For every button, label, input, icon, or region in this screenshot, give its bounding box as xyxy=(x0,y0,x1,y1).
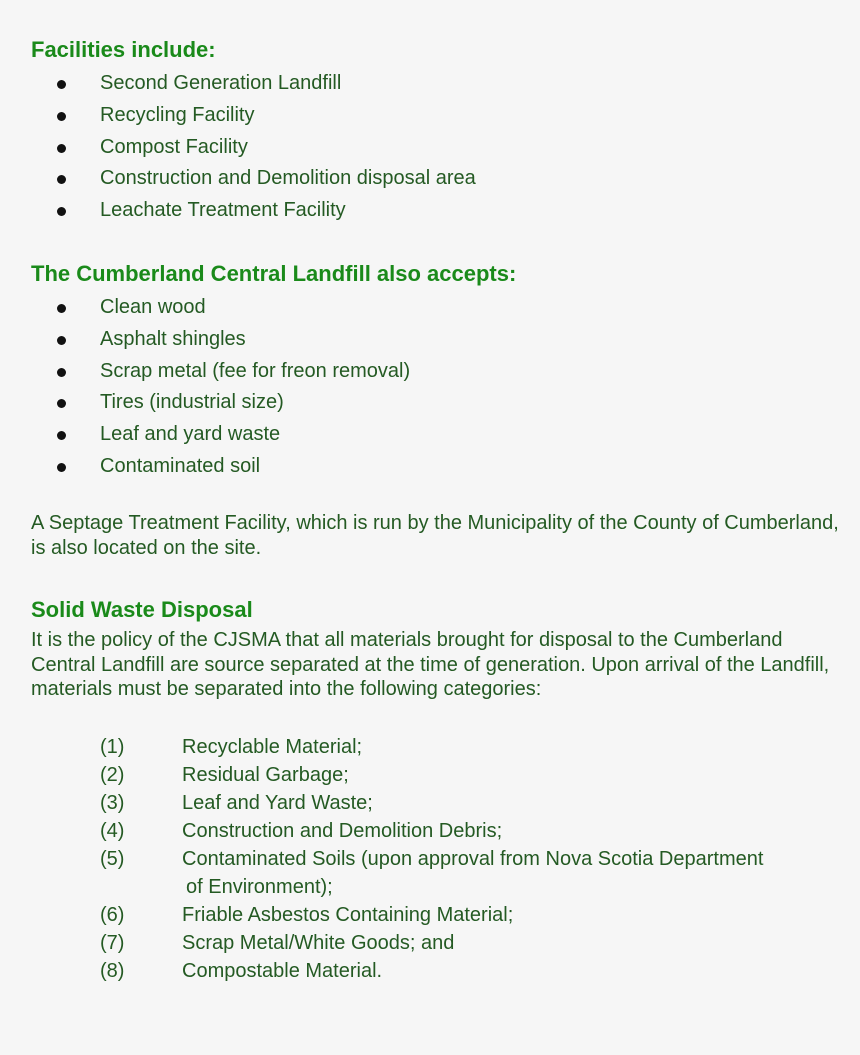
category-label: Compostable Material. xyxy=(182,960,383,982)
category-number: (8) xyxy=(100,960,125,982)
bullet-icon xyxy=(57,336,66,345)
list-item xyxy=(0,293,860,325)
category-label: Contaminated Soils (upon approval from Nova Scotia Department xyxy=(182,848,764,870)
accepts-heading: The Cumberland Central Landfill also accepts: xyxy=(31,261,517,286)
category-number: (3) xyxy=(100,792,125,814)
list-item xyxy=(0,196,860,228)
list-item xyxy=(0,420,860,452)
category-number: (5) xyxy=(100,848,125,870)
septage-paragraph: A Septage Treatment Facility, which is run by the Municipality of the County of Cumberland, is also located on the site. xyxy=(31,512,839,559)
bullet-icon xyxy=(57,175,66,184)
list-item-text: Tires (industrial size) xyxy=(100,391,284,414)
list-item-text: Clean wood xyxy=(100,296,206,318)
list-item-text: Recycling Facility xyxy=(100,103,255,126)
category-label-wrap xyxy=(182,845,842,901)
category-label: Construction and Demolition Debris; xyxy=(182,820,503,842)
category-label: Residual Garbage; xyxy=(182,764,349,786)
list-item xyxy=(0,325,860,357)
bullet-icon xyxy=(57,463,66,472)
category-item xyxy=(0,901,860,929)
bullet-icon xyxy=(57,431,66,440)
list-item-text: Second Generation Landfill xyxy=(100,72,342,94)
list-item-text: Compost Facility xyxy=(100,135,248,158)
bullet-icon xyxy=(57,207,66,216)
solid-waste-heading: Solid Waste Disposal xyxy=(31,597,253,622)
policy-paragraph: It is the policy of the CJSMA that all materials brought for disposal to the Cumberland Central Landfill are source separated at the time of generation. Upon arrival of the Landfill, materials must be separated into the following categories: xyxy=(31,629,830,700)
list-item xyxy=(0,133,860,165)
list-item xyxy=(0,69,860,101)
category-number: (6) xyxy=(100,904,125,926)
category-number: (7) xyxy=(100,932,125,954)
category-number: (4) xyxy=(100,820,125,842)
list-item xyxy=(0,357,860,389)
bullet-icon xyxy=(57,368,66,377)
list-item-text: Leaf and yard waste xyxy=(100,423,281,446)
bullet-icon xyxy=(57,304,66,313)
category-label-continuation: of Environment); xyxy=(186,876,333,898)
list-item-text: Construction and Demolition disposal area xyxy=(100,167,476,190)
list-item xyxy=(0,164,860,196)
category-item xyxy=(0,845,860,901)
category-label: Scrap Metal/White Goods; and xyxy=(182,932,455,954)
bullet-icon xyxy=(57,144,66,153)
bullet-icon xyxy=(57,112,66,121)
list-item-text: Contaminated soil xyxy=(100,454,261,477)
category-label: Friable Asbestos Containing Material; xyxy=(182,904,514,926)
facilities-list xyxy=(0,69,860,228)
list-item xyxy=(0,452,860,484)
category-number: (2) xyxy=(100,764,125,786)
list-item-text: Leachate Treatment Facility xyxy=(100,199,346,222)
category-item xyxy=(0,929,860,957)
list-item-text: Asphalt shingles xyxy=(100,327,246,350)
category-item xyxy=(0,957,860,985)
categories-list xyxy=(0,733,860,985)
list-item-text: Scrap metal (fee for freon removal) xyxy=(100,359,411,382)
category-label: Leaf and Yard Waste; xyxy=(182,792,373,814)
accepts-list xyxy=(0,293,860,484)
category-item xyxy=(0,817,860,845)
category-number: (1) xyxy=(100,736,125,758)
category-item xyxy=(0,789,860,817)
list-item xyxy=(0,101,860,133)
bullet-icon xyxy=(57,399,66,408)
category-label: Recyclable Material; xyxy=(182,736,363,758)
list-item xyxy=(0,388,860,420)
category-item xyxy=(0,761,860,789)
category-item xyxy=(0,733,860,761)
bullet-icon xyxy=(57,80,66,89)
facilities-heading: Facilities include: xyxy=(31,37,216,62)
